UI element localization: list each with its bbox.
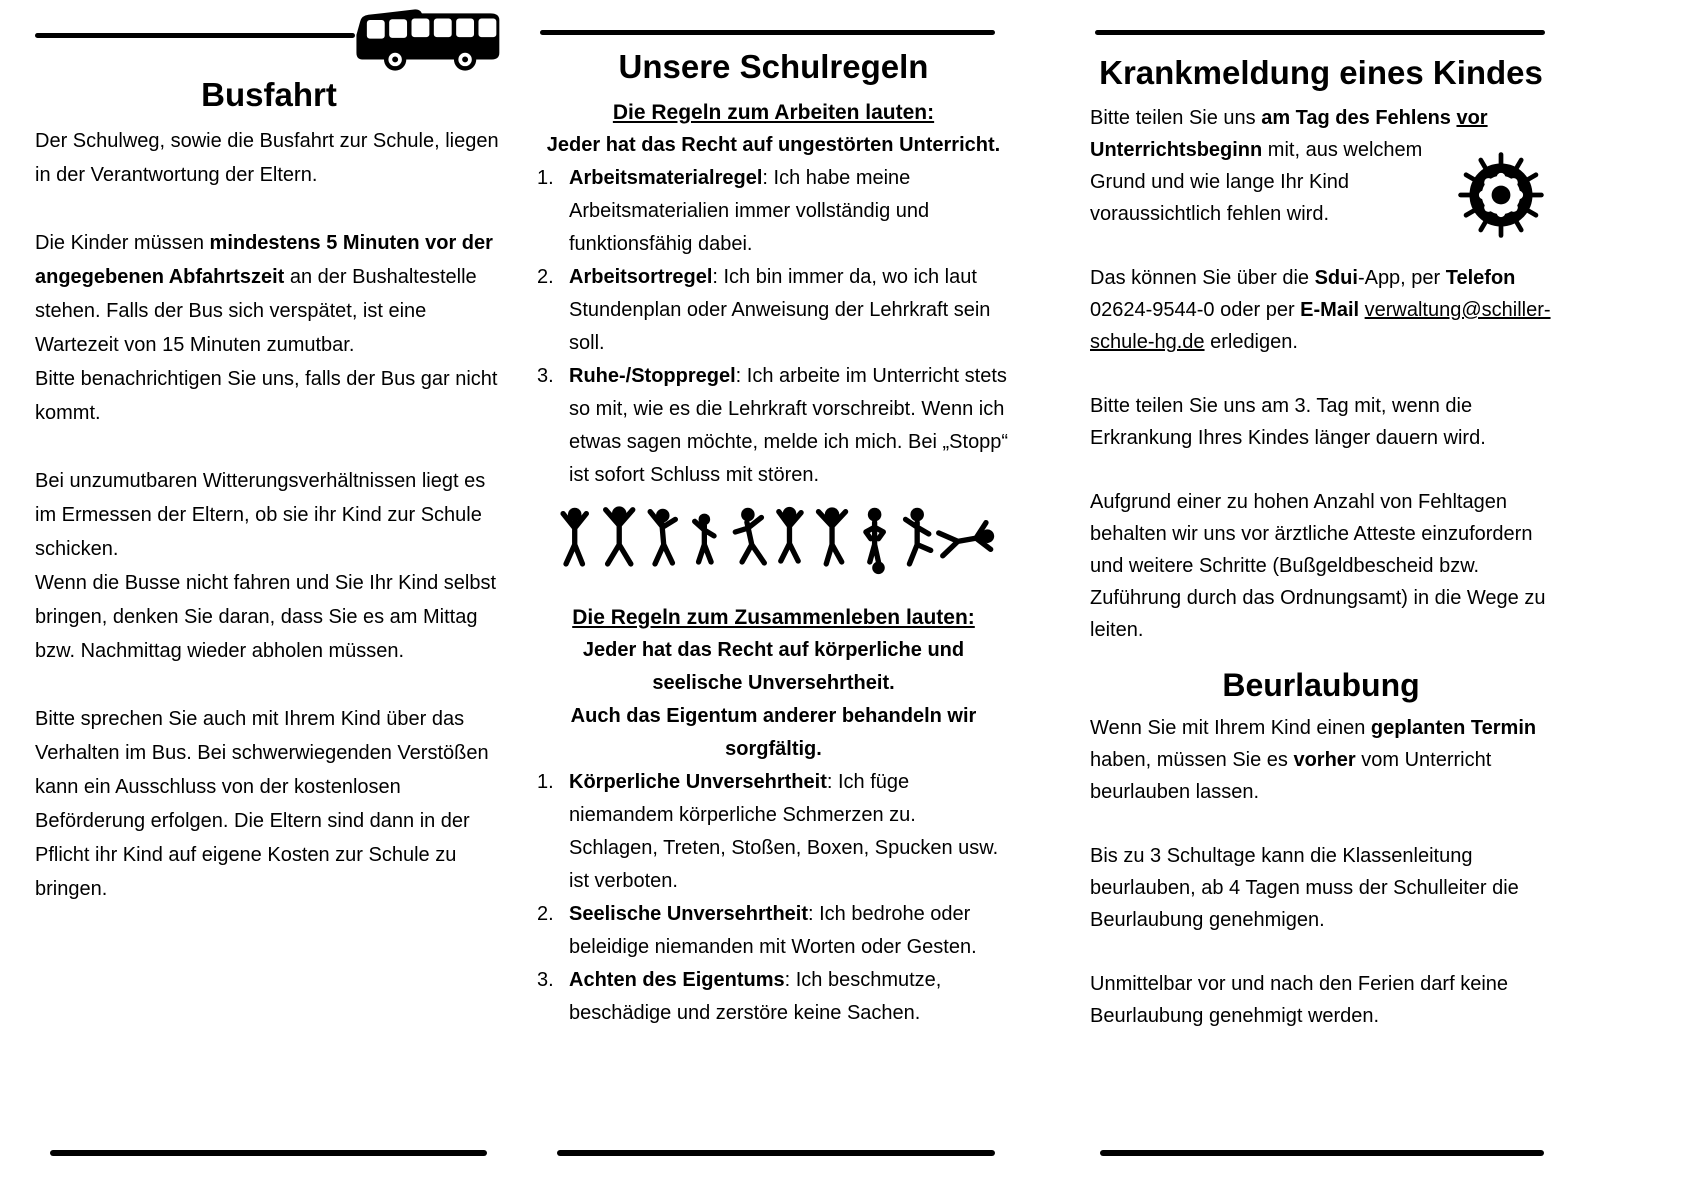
text-run: Auch das Eigentum anderer behandeln wir sorgfältig.: [570, 705, 977, 760]
list-item-text: [569, 261, 1010, 360]
text-run: Bitte benachrichtigen Sie uns, falls der Bus gar nicht kommt.: [35, 368, 498, 424]
text-run: Beurlaubung: [1222, 667, 1420, 703]
text-run: Wenn Sie mit Ihrem Kind einen: [1090, 717, 1371, 739]
text-run: Der Schulweg, sowie die Busfahrt zur Schule, liegen in der Verantwortung der Eltern.: [35, 130, 499, 186]
children-silhouettes-image: [551, 502, 997, 591]
text-blocks: [1090, 102, 1552, 1032]
lead-text: [537, 700, 1010, 766]
column-title: Busfahrt: [201, 76, 337, 113]
text-run: verwaltung@schiller-schule-hg.de: [1090, 299, 1551, 353]
text-run: Jeder hat das Recht auf ungestörten Unterricht.: [546, 134, 1001, 156]
paragraph: [1090, 968, 1552, 1032]
column-schulregeln: [537, 0, 1010, 1030]
text-run: Bis zu 3 Schultage kann die Klassenleitung beurlauben, ab 4 Tagen muss der Schulleiter die Beurlaubung genehmigen.: [1090, 845, 1519, 931]
column-content: [35, 74, 503, 906]
top-divider-middle: [540, 30, 995, 35]
bottom-divider-right: [1100, 1150, 1544, 1156]
list-number: 1.: [537, 167, 554, 189]
text-run: : Ich arbeite im Unterricht stets so mit, wie es die Lehrkraft vorschreibt. Wenn ich etwas sagen möchte, melde ich mich. Bei „Stopp“ ist sofort Schluss mit stören.: [569, 365, 1009, 486]
paragraph: [35, 464, 503, 566]
bottom-divider-middle: [557, 1150, 995, 1156]
section-heading: [1090, 662, 1552, 708]
text-run: Bitte teilen Sie uns: [1090, 107, 1262, 129]
text-run: Achten des Eigentums: [569, 969, 785, 991]
list-item-text: [569, 360, 1010, 492]
text-run: Telefon: [1445, 267, 1516, 289]
lead-text: [537, 634, 1010, 700]
list-item-text: [569, 766, 1010, 898]
list-item: [537, 360, 1010, 492]
paragraph: [35, 702, 503, 906]
text-run: Körperliche Unversehrtheit: [569, 771, 827, 793]
text-run: E-Mail: [1300, 299, 1360, 321]
paragraph: [35, 566, 503, 668]
column-title: Krankmeldung eines Kindes: [1099, 54, 1543, 91]
text-run: erledigen.: [1204, 331, 1298, 353]
bottom-divider-left: [50, 1150, 487, 1156]
text-run: : Ich habe meine Arbeitsmaterialien immer vollständig und funktionsfähig dabei.: [569, 167, 930, 255]
text-run: Jeder hat das Recht auf körperliche und seelische Unversehrtheit.: [582, 639, 965, 694]
section-subtitle: [537, 96, 1010, 129]
column-krankmeldung: [1090, 0, 1552, 1032]
paragraph: [1090, 262, 1552, 358]
text-run: 02624-9544-0 oder per: [1090, 299, 1301, 321]
top-divider-right: [1095, 30, 1545, 35]
list-number: 3.: [537, 969, 554, 991]
text-run: : Ich bin immer da, wo ich laut Stundenplan oder Anweisung der Lehrkraft sein soll.: [569, 266, 991, 354]
list-item: [537, 261, 1010, 360]
list-number: 1.: [537, 771, 554, 793]
section-subtitle: [537, 601, 1010, 634]
text-run: mit, aus welchem Grund und wie lange Ihr Kind voraussichtlich fehlen wird.: [1090, 139, 1423, 225]
text-run: Das können Sie über die: [1090, 267, 1315, 289]
paragraph: [1090, 390, 1552, 454]
paragraph: [1090, 712, 1552, 808]
paragraph: [35, 124, 503, 192]
list-number: 2.: [537, 903, 554, 925]
text-run: Die Regeln zum Zusammenleben lauten:: [572, 606, 975, 629]
text-blocks: [537, 96, 1010, 1030]
text-run: vom Unterricht beurlauben lassen.: [1090, 749, 1492, 803]
text-run: Unterrichtsbeginn: [1090, 139, 1263, 161]
list-item-text: [569, 162, 1010, 261]
bus-icon: [349, 2, 509, 73]
text-run: Unmittelbar vor und nach den Ferien darf keine Beurlaubung genehmigt werden.: [1090, 973, 1509, 1027]
text-run: Bitte teilen Sie uns am 3. Tag mit, wenn die Erkrankung Ihres Kindes länger dauern wird.: [1090, 395, 1486, 449]
paragraph: [1090, 486, 1552, 646]
list-item-text: [569, 898, 1010, 964]
text-run: : Ich bedrohe oder beleidige niemanden mit Worten oder Gesten.: [569, 903, 977, 958]
text-run: Ruhe-/Stoppregel: [569, 365, 736, 387]
paragraph: [35, 362, 503, 430]
text-run: -App, per: [1357, 267, 1446, 289]
text-run: : Ich füge niemandem körperliche Schmerzen zu. Schlagen, Treten, Stoßen, Boxen, Spucken usw. ist verboten.: [569, 771, 999, 892]
text-run: Die Regeln zum Arbeiten lauten:: [612, 101, 935, 124]
column-busfahrt: [35, 0, 503, 906]
column-title: Unsere Schulregeln: [618, 48, 929, 85]
paragraph: [1090, 102, 1552, 230]
list-item: [537, 162, 1010, 261]
paragraph: [1090, 840, 1552, 936]
text-run: Sdui: [1314, 267, 1358, 289]
list-item: [537, 766, 1010, 898]
lead-text: [537, 129, 1010, 162]
list-number: 3.: [537, 365, 554, 387]
text-run: mindestens 5 Minuten vor der angegebenen Abfahrtszeit: [35, 232, 493, 288]
column-content: [537, 46, 1010, 1030]
text-run: Wenn die Busse nicht fahren und Sie Ihr Kind selbst bringen, denken Sie daran, dass Sie es am Mittag bzw. Nachmittag wieder abholen müssen.: [35, 572, 497, 662]
text-run: haben, müssen Sie es: [1090, 749, 1294, 771]
text-run: Arbeitsortregel: [569, 266, 713, 288]
text-blocks: [35, 124, 503, 906]
text-run: Die Kinder müssen: [35, 232, 210, 254]
text-run: Aufgrund einer zu hohen Anzahl von Fehltagen behalten wir uns vor ärztliche Atteste einzufordern und weitere Schritte (Bußgeldbescheid bzw. Zuführung durch das Ordnungsamt) in die Wege zu leiten.: [1090, 491, 1546, 641]
list-number: 2.: [537, 266, 554, 288]
list-item-text: [569, 964, 1010, 1030]
text-run: am Tag des Fehlens: [1261, 107, 1457, 129]
list-item: [537, 964, 1010, 1030]
rules-list: [537, 766, 1010, 1030]
column-content: [1090, 52, 1552, 1032]
text-run: Arbeitsmaterialregel: [569, 167, 763, 189]
text-run: geplanten Termin: [1370, 717, 1537, 739]
paragraph: [35, 226, 503, 362]
top-divider-left: [35, 33, 355, 38]
text-run: vorher: [1293, 749, 1356, 771]
rules-list: [537, 162, 1010, 492]
text-run: vor: [1456, 107, 1488, 129]
text-run: an der Bushaltestelle stehen. Falls der Bus sich verspätet, ist eine Wartezeit von 15 Minuten zumutbar.: [35, 266, 477, 356]
text-run: Seelische Unversehrtheit: [569, 903, 808, 925]
text-run: : Ich beschmutze, beschädige und zerstöre keine Sachen.: [569, 969, 942, 1024]
list-item: [537, 898, 1010, 964]
text-run: Bitte sprechen Sie auch mit Ihrem Kind über das Verhalten im Bus. Bei schwerwiegenden Verstößen kann ein Ausschluss von der kostenlosen Beförderung erfolgen. Die Eltern sind dann in der Pflicht ihr Kind auf eigene Kosten zur Schule zu bringen.: [35, 708, 489, 900]
children-figure: [537, 502, 1010, 597]
text-run: Bei unzumutbaren Witterungsverhältnissen liegt es im Ermessen der Eltern, ob sie ihr Kind zur Schule schicken.: [35, 470, 486, 560]
